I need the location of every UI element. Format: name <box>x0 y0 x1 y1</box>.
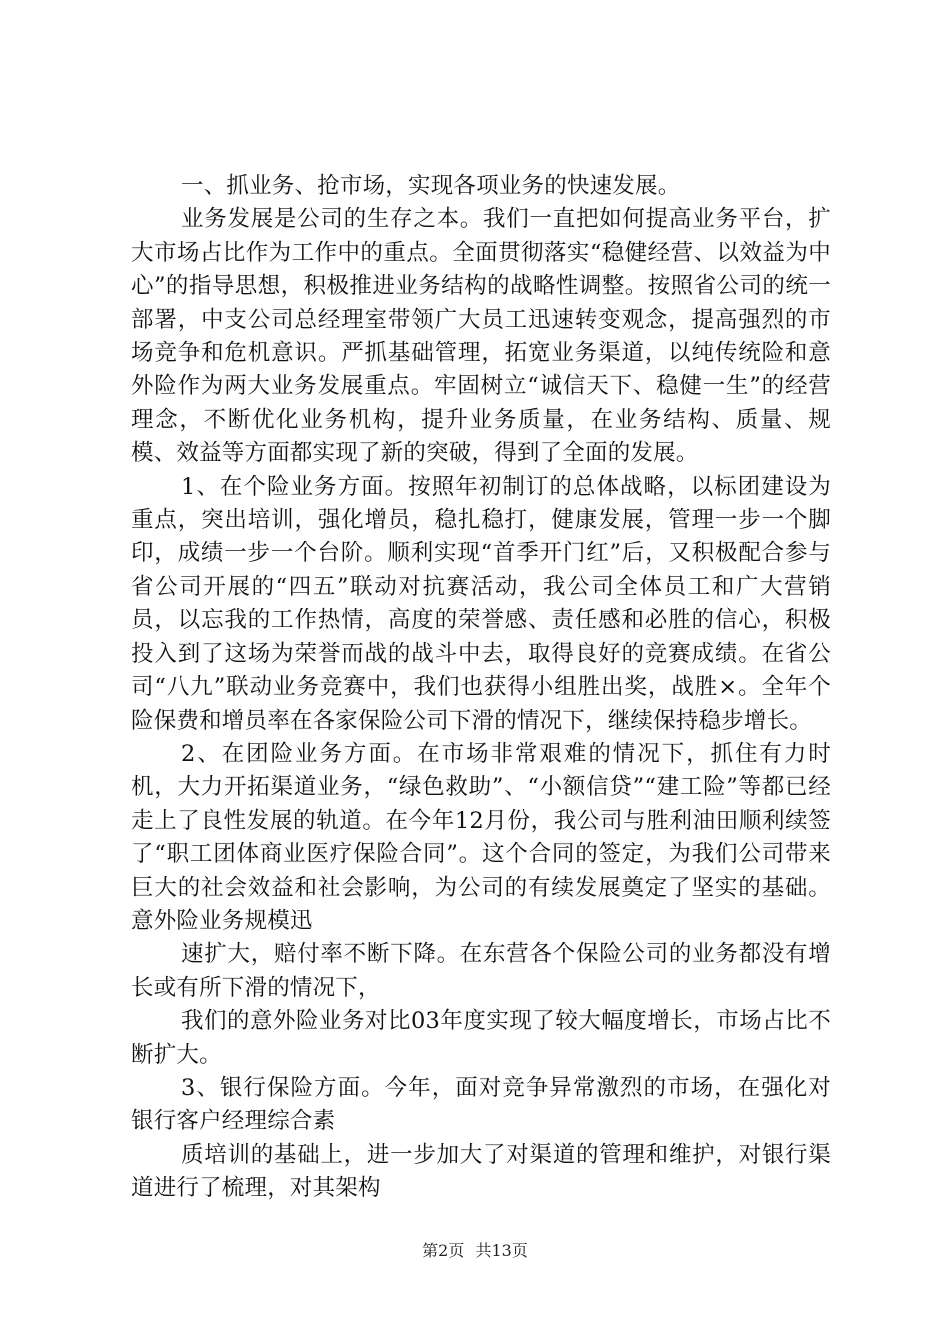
section-heading: 一、抓业务、抢市场，实现各项业务的快速发展。 <box>181 173 681 199</box>
paragraph-bank-training: 质培训的基础上，进一步加大了对渠道的管理和维护，对银行渠道进行了梳理，对其架构 <box>131 1141 831 1202</box>
document-body <box>131 170 831 1206</box>
page-total: 共13页 <box>475 1241 528 1260</box>
paragraph-group-insurance: 2、在团险业务方面。在市场非常艰难的情况下，抓住有力时机，大力开拓渠道业务，“绿色救助”、“小额信贷”“建工险”等都已经走上了良性发展的轨道。在今年12月份，我公司与胜利油田顺利续签了“职工团体商业医疗保险合同”。这个合同的签定，为我们公司带来巨大的社会效益和社会影响，为公司的有续发展奠定了坚实的基础。意外险业务规模迅 <box>131 740 831 934</box>
paragraph-accident-growth: 我们的意外险业务对比03年度实现了较大幅度增长，市场占比不断扩大。 <box>131 1008 831 1068</box>
page-footer <box>0 1241 950 1261</box>
paragraph-individual-insurance: 1、在个险业务方面。按照年初制订的总体战略，以标团建设为重点，突出培训，强化增员，稳扎稳打，健康发展，管理一步一个脚印，成绩一步一个台阶。顺利实现“首季开门红”后，又积极配合参与省公司开展的“四五”联动对抗赛活动，我公司全体员工和广大营销员，以忘我的工作热情，高度的荣誉感、责任感和必胜的信心，积极投入到了这场为荣誉而战的战斗中去，取得良好的竞赛成绩。在省公司“八九”联动业务竞赛中，我们也获得小组胜出奖，战胜×。全年个险保费和增员率在各家保险公司下滑的情况下，继续保持稳步增长。 <box>131 473 831 734</box>
paragraph-accident-scale: 速扩大，赔付率不断下降。在东营各个保险公司的业务都没有增长或有所下滑的情况下， <box>131 941 831 1001</box>
page-number: 第2页 <box>422 1241 465 1260</box>
paragraph-bank-insurance: 3、银行保险方面。今年，面对竞争异常激烈的市场，在强化对银行客户经理综合素 <box>131 1074 831 1135</box>
paragraph-business-development: 业务发展是公司的生存之本。我们一直把如何提高业务平台，扩大市场占比作为工作中的重点。全面贯彻落实“稳健经营、以效益为中心”的指导思想，积极推进业务结构的战略性调整。按照省公司的统一部署，中支公司总经理室带领广大员工迅速转变观念，提高强烈的市场竞争和危机意识。严抓基础管理，拓宽业务渠道，以纯传统险和意外险作为两大业务发展重点。牢固树立“诚信天下、稳健一生”的经营理念，不断优化业务机构，提升业务质量，在业务结构、质量、规模、效益等方面都实现了新的突破，得到了全面的发展。 <box>131 206 831 467</box>
